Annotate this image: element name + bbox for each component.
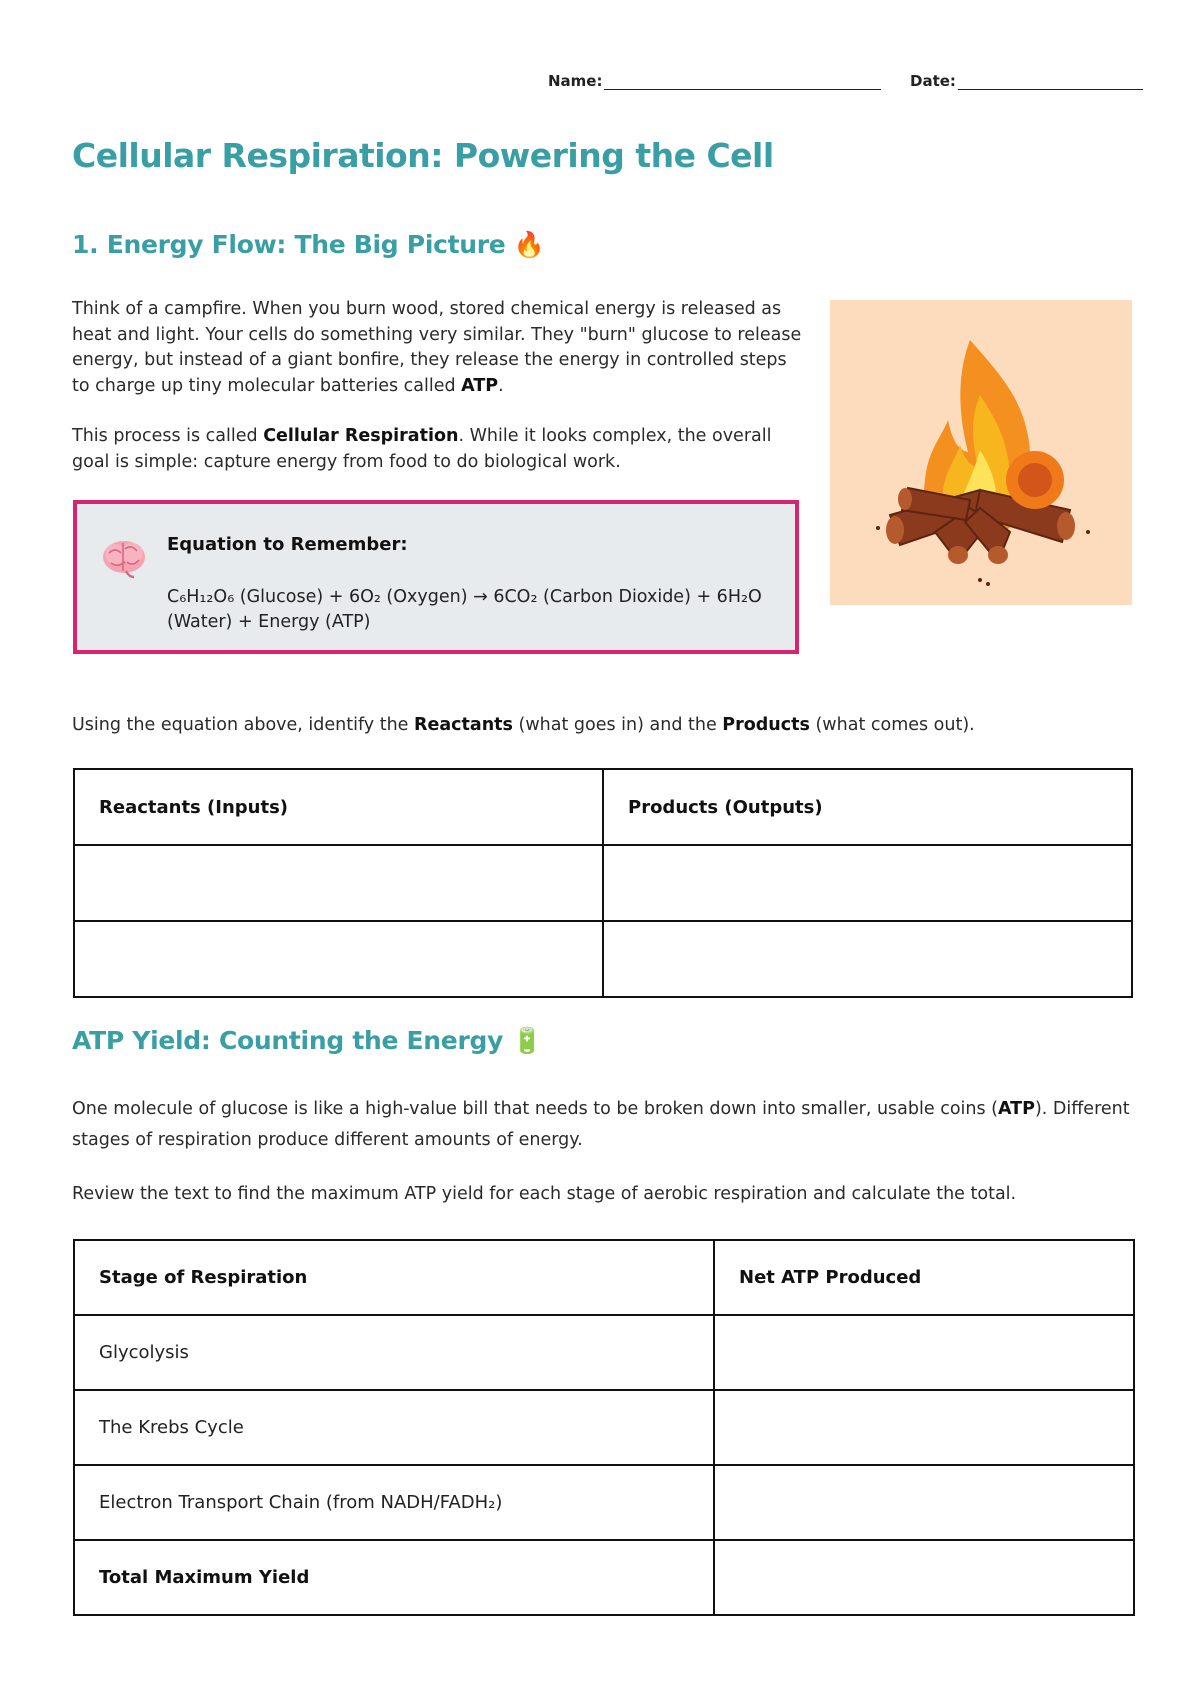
table-header-row <box>74 1240 1134 1315</box>
table-row <box>74 845 1132 921</box>
atp-instruction: Review the text to find the maximum ATP yield for each stage of aerobic respiration and calculate the total. <box>72 1184 1017 1204</box>
table-row <box>74 921 1132 997</box>
brain-icon <box>101 537 147 579</box>
date-label: Date: <box>910 72 956 90</box>
stage-cell-krebs: The Krebs Cycle <box>74 1390 714 1465</box>
name-blank-line[interactable] <box>604 73 881 90</box>
atp-yield-table <box>73 1239 1135 1616</box>
reactant-input-cell[interactable] <box>74 921 603 997</box>
campfire-illustration <box>830 300 1132 605</box>
section-heading-atp-yield: ATP Yield: Counting the Energy 🔋 <box>72 1026 543 1055</box>
product-input-cell[interactable] <box>603 845 1132 921</box>
process-paragraph: This process is called Cellular Respiration. While it looks complex, the overall goal is simple: capture energy from food to do biological work. <box>72 426 772 472</box>
callout-title: Equation to Remember: <box>167 534 408 555</box>
equation-callout <box>73 500 799 654</box>
reactants-header: Reactants (Inputs) <box>74 769 603 845</box>
net-atp-header: Net ATP Produced <box>714 1240 1134 1315</box>
date-field[interactable] <box>910 72 1143 90</box>
total-answer-cell[interactable] <box>714 1540 1134 1615</box>
table-row <box>74 1465 1134 1540</box>
atp-answer-cell[interactable] <box>714 1465 1134 1540</box>
date-blank-line[interactable] <box>958 73 1143 90</box>
name-label: Name: <box>548 72 603 90</box>
atp-answer-cell[interactable] <box>714 1390 1134 1465</box>
campfire-image <box>830 300 1132 605</box>
stage-header: Stage of Respiration <box>74 1240 714 1315</box>
table-row <box>74 1390 1134 1465</box>
atp-answer-cell[interactable] <box>714 1315 1134 1390</box>
stage-cell-glycolysis: Glycolysis <box>74 1315 714 1390</box>
name-field[interactable] <box>548 72 881 90</box>
reactants-instruction: Using the equation above, identify the Reactants (what goes in) and the Products (what comes out). <box>72 715 975 735</box>
product-input-cell[interactable] <box>603 921 1132 997</box>
total-yield-label: Total Maximum Yield <box>74 1540 714 1615</box>
equation-text: C₆H₁₂O₆ (Glucose) + 6O₂ (Oxygen) → 6CO₂ (Carbon Dioxide) + 6H₂O (Water) + Energy (ATP) <box>167 587 762 632</box>
reactant-input-cell[interactable] <box>74 845 603 921</box>
atp-paragraph: One molecule of glucose is like a high-value bill that needs to be broken down into smaller, usable coins (ATP). Different stages of respiration produce different amounts of energy. <box>72 1099 1130 1150</box>
intro-paragraph: Think of a campfire. When you burn wood, stored chemical energy is released as heat and light. Your cells do something very similar. They "burn" glucose to release energy, but instead of a giant bonfire, they release the energy in controlled steps to charge up tiny molecular batteries called ATP. <box>72 299 802 396</box>
stage-cell-etc: Electron Transport Chain (from NADH/FADH₂) <box>74 1465 714 1540</box>
reactants-products-table <box>73 768 1133 998</box>
table-header-row <box>74 769 1132 845</box>
table-row <box>74 1315 1134 1390</box>
products-header: Products (Outputs) <box>603 769 1132 845</box>
section-heading-energy-flow: 1. Energy Flow: The Big Picture 🔥 <box>72 230 545 259</box>
table-row <box>74 1540 1134 1615</box>
page-title: Cellular Respiration: Powering the Cell <box>72 136 774 175</box>
